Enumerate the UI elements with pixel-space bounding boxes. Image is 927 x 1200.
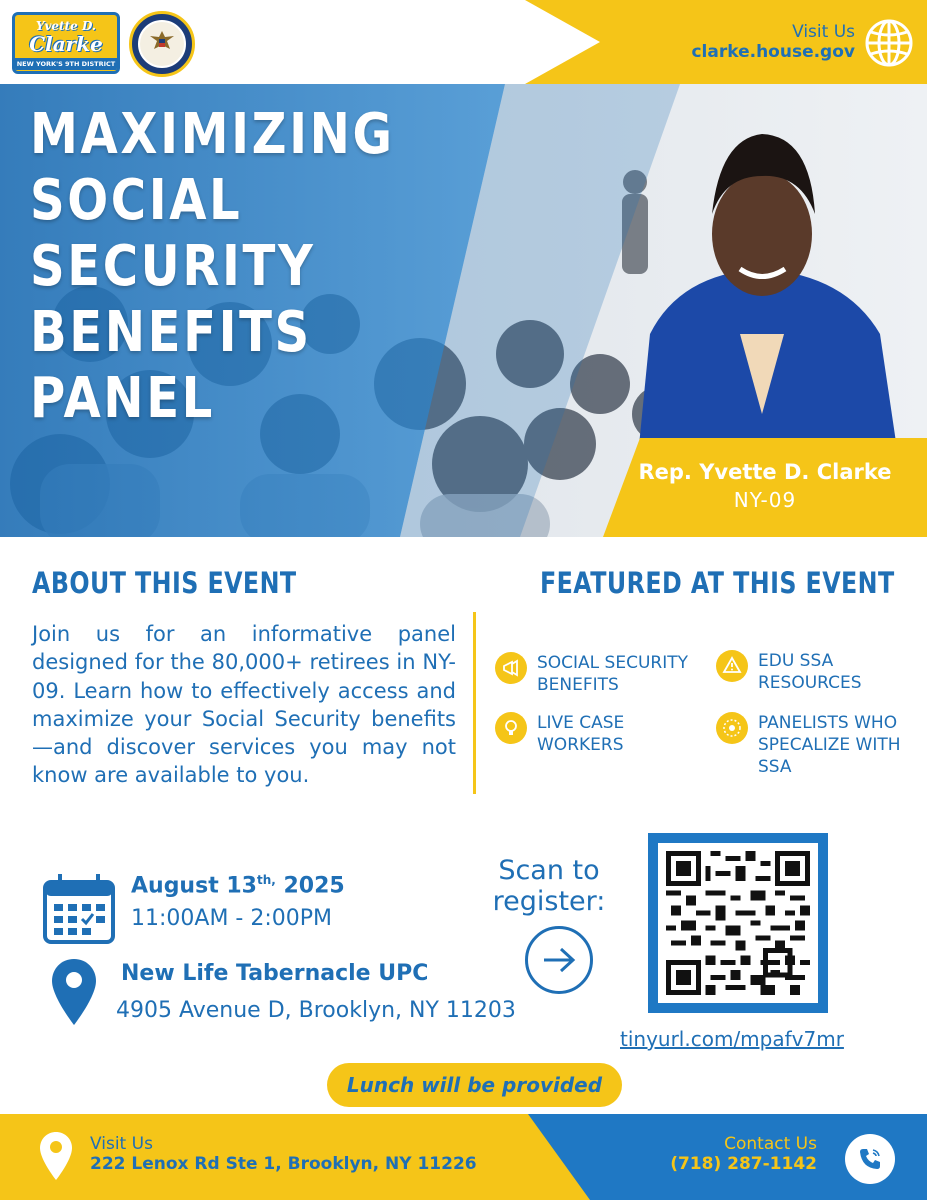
lunch-badge bbox=[327, 1063, 622, 1107]
rep-name: Rep. Yvette D. Clarke bbox=[638, 460, 892, 484]
featured-item-label: SOCIAL SECURITY BENEFITS bbox=[537, 653, 688, 695]
footer-address: 222 Lenox Rd Ste 1, Brooklyn, NY 11226 bbox=[90, 1154, 477, 1174]
footer-contact-label: Contact Us bbox=[724, 1134, 817, 1154]
featured-item bbox=[716, 712, 927, 778]
register-arrow-button[interactable] bbox=[525, 926, 593, 994]
qr-code[interactable] bbox=[648, 833, 828, 1013]
event-date-day: August 13 bbox=[131, 873, 257, 899]
phone-icon[interactable] bbox=[845, 1134, 895, 1184]
venue-name: New Life Tabernacle UPC bbox=[121, 961, 429, 986]
lightbulb-icon bbox=[495, 712, 527, 744]
event-title bbox=[30, 102, 450, 432]
section-divider bbox=[473, 612, 476, 794]
header-visit[interactable] bbox=[691, 22, 855, 62]
group-icon bbox=[716, 712, 748, 744]
title-line: BENEFITS bbox=[30, 300, 312, 365]
featured-item bbox=[495, 652, 712, 696]
event-date bbox=[131, 873, 345, 898]
location-pin-icon bbox=[50, 957, 98, 1027]
phone-glyph-icon bbox=[856, 1145, 884, 1173]
footer-location-icon bbox=[38, 1130, 74, 1182]
logo-last-name: Clarke bbox=[29, 32, 103, 56]
title-line: SECURITY bbox=[30, 234, 316, 299]
header bbox=[0, 0, 927, 84]
featured-item bbox=[716, 650, 908, 694]
footer bbox=[0, 1114, 927, 1200]
featured-item-label: PANELISTS WHO SPECALIZE WITH SSA bbox=[758, 713, 901, 777]
title-line: SOCIAL bbox=[30, 168, 243, 233]
eagle-icon bbox=[146, 27, 178, 59]
house-seal-icon bbox=[129, 11, 195, 77]
about-body: Join us for an informative panel designed for the 80,000+ retirees in NY-09. Learn how to effectively access and maximize your Social Security benefits—and discover services you may not know are available to you. bbox=[32, 622, 456, 788]
logo-district: NEW YORK'S 9TH DISTRICT bbox=[16, 60, 116, 68]
featured-item-label: LIVE CASE WORKERS bbox=[537, 713, 625, 755]
featured-item-label: EDU SSA RESOURCES bbox=[758, 651, 862, 693]
hero-banner bbox=[0, 84, 927, 537]
about-heading: ABOUT THIS EVENT bbox=[32, 566, 297, 600]
event-date-year: 2025 bbox=[275, 873, 345, 899]
rep-name-box bbox=[603, 438, 927, 537]
scan-to-register: Scan to register: bbox=[492, 855, 606, 917]
warning-search-icon bbox=[716, 650, 748, 682]
header-website-link[interactable]: clarke.house.gov bbox=[691, 42, 855, 62]
lunch-text: Lunch will be provided bbox=[346, 1073, 603, 1097]
logo-first-name: Yvette D. bbox=[35, 19, 97, 33]
featured-item bbox=[495, 712, 647, 756]
event-date-suffix: th, bbox=[256, 873, 276, 887]
arrow-right-icon bbox=[541, 945, 577, 975]
footer-contact[interactable] bbox=[670, 1134, 817, 1174]
qr-code-icon bbox=[666, 851, 810, 995]
calendar-icon bbox=[42, 872, 116, 946]
title-line: PANEL bbox=[30, 366, 215, 431]
featured-heading: FEATURED AT THIS EVENT bbox=[540, 566, 895, 600]
megaphone-icon bbox=[495, 652, 527, 684]
globe-icon bbox=[864, 18, 914, 68]
footer-visit bbox=[90, 1134, 477, 1174]
title-line: MAXIMIZING bbox=[30, 102, 395, 167]
registration-link[interactable]: tinyurl.com/mpafv7mr bbox=[620, 1027, 844, 1051]
footer-phone[interactable]: (718) 287-1142 bbox=[670, 1154, 817, 1174]
rep-district: NY-09 bbox=[733, 488, 797, 512]
footer-visit-label: Visit Us bbox=[90, 1134, 153, 1154]
header-visit-label: Visit Us bbox=[792, 22, 855, 42]
venue-address: 4905 Avenue D, Brooklyn, NY 11203 bbox=[116, 998, 516, 1023]
clarke-logo bbox=[12, 12, 120, 74]
event-time: 11:00AM - 2:00PM bbox=[131, 906, 333, 931]
